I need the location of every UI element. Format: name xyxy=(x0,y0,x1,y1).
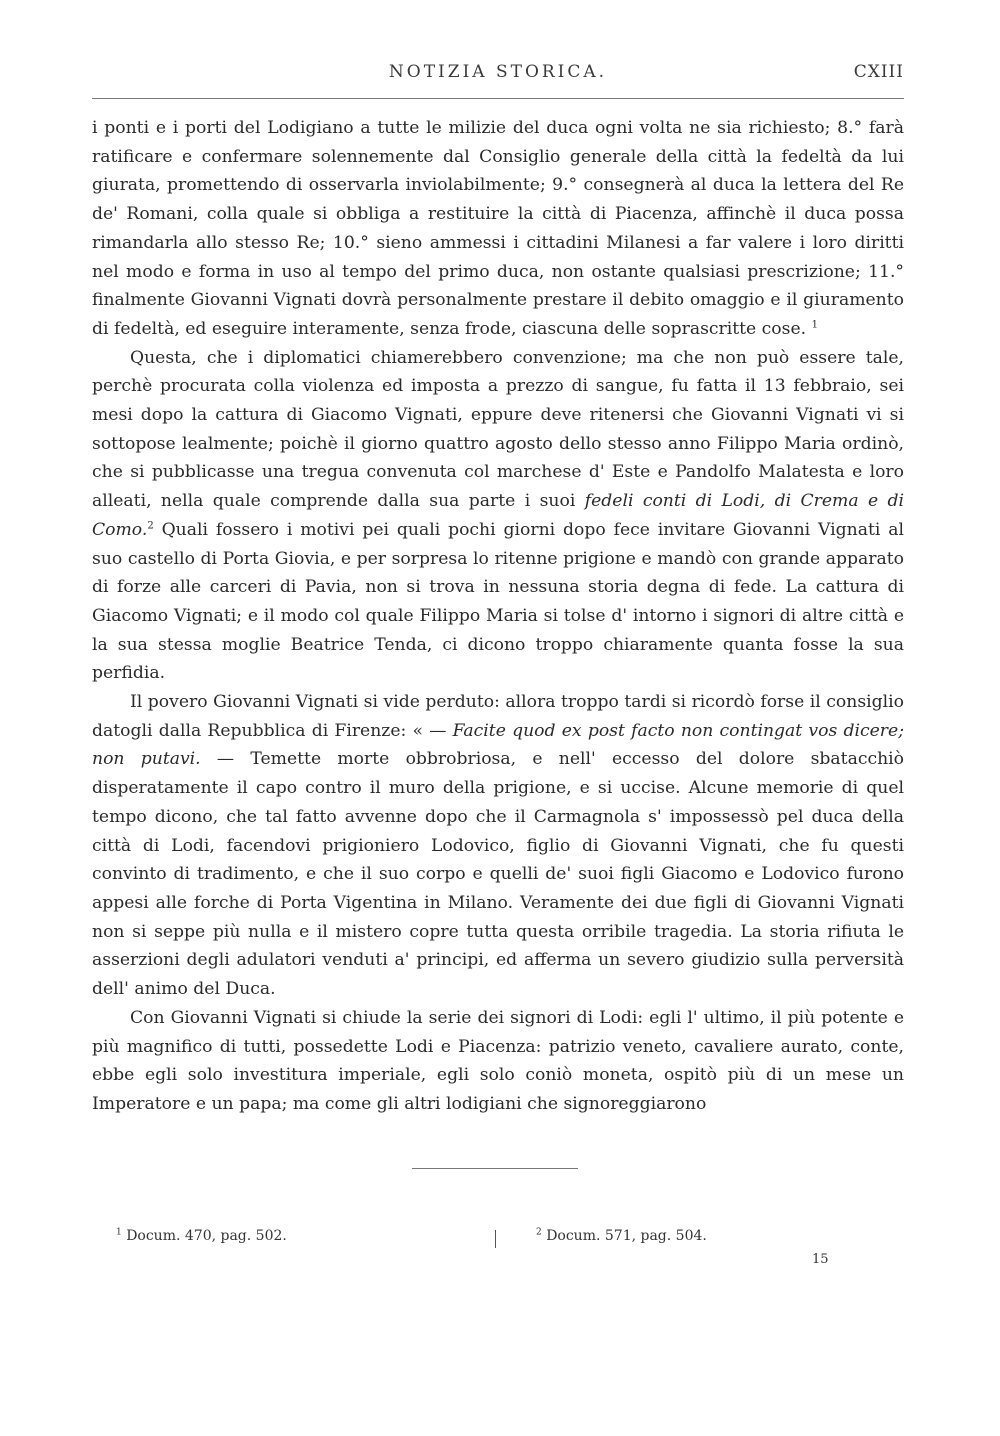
paragraph-3 xyxy=(92,688,904,1004)
running-title: NOTIZIA STORICA. xyxy=(388,62,608,82)
paragraph-2 xyxy=(92,344,904,688)
footnote-2-text: Docum. 571, pag. 504. xyxy=(546,1228,707,1244)
paragraph-4 xyxy=(92,1004,904,1119)
body-text xyxy=(92,114,904,1119)
paragraph-3-italic: Facite quod ex post facto non contingat vos dicere; non putavi. xyxy=(92,720,904,770)
signature-number: 15 xyxy=(812,1252,829,1267)
paragraph-1 xyxy=(92,114,904,344)
paragraph-2-text-a: Questa, che i diplomatici chiamerebbero convenzione; ma che non può essere tale, perchè procurata colla violenza ed imposta a prezzo di sangue, fu fatta il 13 febbraio, sei mesi dopo la cattura di Giacomo Vignati, eppure deve ritenersi che Giovanni Vignati vi si sottopose lealmente; poichè il giorno quattro agosto dello stesso anno Filippo Maria ordinò, che si pubblicasse una tregua convenuta col marchese d' Este e Pandolfo Malatesta e loro alleati, nella quale comprende dalla sua parte i suoi xyxy=(92,347,904,512)
paragraph-2-text-b: Quali fossero i motivi pei quali pochi giorni dopo fece invitare Giovanni Vignati al suo castello di Porta Giovia, e per sorpresa lo ritenne prigione e mandò con grande apparato di forze alle carceri di Pavia, non si trova in nessuna storia degna di fede. La cattura di Giacomo Vignati; e il modo col quale Filippo Maria si tolse d' intorno i signori di altre città e la sua stessa moglie Beatrice Tenda, ci dicono troppo chiaramente quanta fosse la sua perfidia. xyxy=(92,519,904,684)
footnote-ref-1: 1 xyxy=(811,319,818,331)
footnote-2 xyxy=(536,1228,707,1244)
page-header xyxy=(92,58,904,98)
footnote-divider xyxy=(495,1230,496,1248)
page-number-roman: CXIII xyxy=(853,62,904,82)
footnote-rule xyxy=(412,1168,578,1169)
paragraph-4-text: Con Giovanni Vignati si chiude la serie dei signori di Lodi: egli l' ultimo, il più potente e più magnifico di tutti, possedette Lodi e Piacenza: patrizio veneto, cavaliere aurato, conte, ebbe egli solo investitura imperiale, egli solo coniò moneta, ospitò più di un mese un Imperatore e un papa; ma come gli altri lodigiani che signoreggiarono xyxy=(92,1007,904,1114)
footnote-2-mark: 2 xyxy=(536,1227,542,1238)
footnote-1-text: Docum. 470, pag. 502. xyxy=(126,1228,287,1244)
paragraph-3-text-b: — Temette morte obbrobriosa, e nell' eccesso del dolore sbatacchiò disperatamente il capo contro il muro della prigione, e si uccise. Alcune memorie di quel tempo dicono, che tal fatto avvenne dopo che il Carmagnola s' impossessò pel duca della città di Lodi, facendovi prigioniero Lodovico, figlio di Giovanni Vignati, che fu questi convinto di tradimento, e che il suo corpo e quelli de' suoi figli Giacomo e Lodovico furono appesi alle forche di Porta Vigentina in Milano. Veramente dei due figli di Giovanni Vignati non si seppe più nulla e il mistero copre tutta questa orribile tragedia. La storia rifiuta le asserzioni degli adulatori venduti a' principi, ed afferma un severo giudizio sulla perversità dell' animo del Duca. xyxy=(92,749,905,1000)
paragraph-1-text: i ponti e i porti del Lodigiano a tutte le milizie del duca ogni volta ne sia richiesto; 8.° farà ratificare e confermare solennemente dal Consiglio generale della città la fedeltà da lui giurata, promettendo di osservarla inviolabilmente; 9.° consegnerà al duca la lettera del Re de' Romani, colla quale si obbliga a restituire la città di Piacenza, affinchè il duca possa rimandarla allo stesso Re; 10.° sieno ammessi i cittadini Milanesi a far valere i loro diritti nel modo e forma in uso al tempo del primo duca, non ostante qualsiasi prescrizione; 11.° finalmente Giovanni Vignati dovrà personalmente prestare il debito omaggio e il giuramento di fedeltà, ed eseguire interamente, senza frode, ciascuna delle soprascritte cose. xyxy=(92,118,904,339)
paragraph-2-italic: fedeli conti di Lodi, di Crema e di Como. xyxy=(92,491,905,540)
header-rule xyxy=(92,98,904,99)
footnote-ref-2: 2 xyxy=(147,520,154,532)
footnote-1 xyxy=(116,1228,287,1244)
paragraph-3-text-a: Il povero Giovanni Vignati si vide perduto: allora troppo tardi si ricordò forse il consiglio datogli dalla Repubblica di Firenze: « — xyxy=(92,692,904,741)
footnote-1-mark: 1 xyxy=(116,1227,122,1238)
